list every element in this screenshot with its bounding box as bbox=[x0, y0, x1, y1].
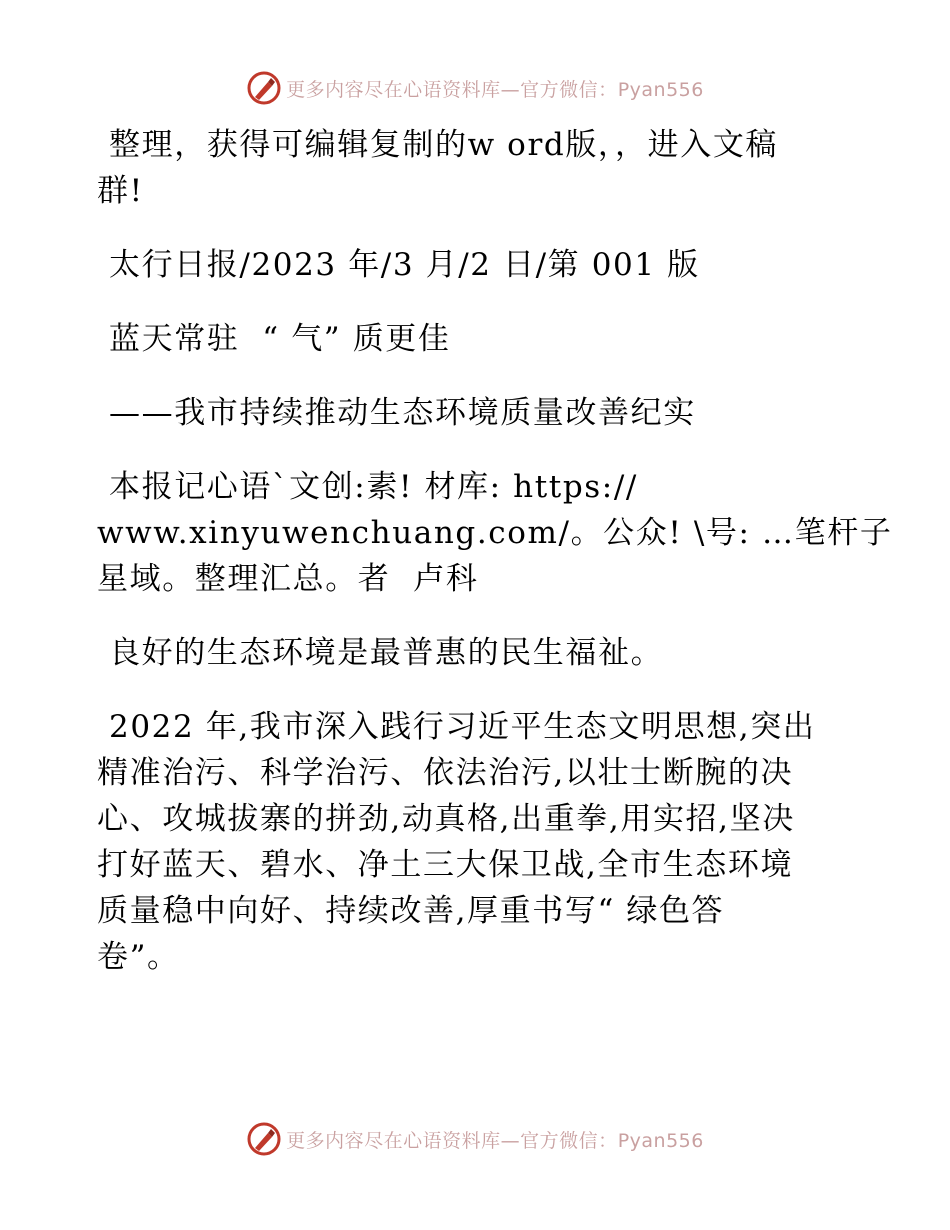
banner-text bbox=[286, 1126, 704, 1153]
banner-dash: — bbox=[500, 1129, 521, 1152]
paragraph-2-line-2: 精准治污、科学治污、依法治污,以壮士断腕的决 bbox=[97, 755, 794, 791]
paragraph-2-line-6: 卷”。 bbox=[97, 939, 180, 975]
banner-prefix: 更多内容尽在心语资料库 bbox=[286, 78, 501, 101]
headline: 蓝天常驻 “ 气” 质更佳 bbox=[109, 321, 451, 357]
source-line: 太行日报/2023 年/3 月/2 日/第 001 版 bbox=[109, 247, 700, 283]
banner-middle: 官方微信： bbox=[520, 1129, 618, 1152]
paragraph-2-line-1: 2022 年,我市深入践行习近平生态文明思想,突出 bbox=[109, 709, 816, 745]
banner-dash: — bbox=[500, 78, 521, 101]
byline-line-2: www.xinyuwenchuang.com/。公众! \号: …笔杆子 bbox=[97, 515, 893, 551]
header-banner bbox=[0, 70, 950, 106]
banner-prefix: 更多内容尽在心语资料库 bbox=[286, 1129, 501, 1152]
paragraph-2-line-4: 打好蓝天、碧水、净土三大保卫战,全市生态环境 bbox=[97, 847, 794, 883]
banner-handle: Pyan556 bbox=[617, 1129, 704, 1152]
intro-line-1: 整理，获得可编辑复制的w ord版，，进入文稿 bbox=[109, 127, 779, 163]
pen-logo-icon bbox=[246, 1121, 282, 1157]
footer-banner bbox=[0, 1121, 950, 1157]
paragraph-2-line-5: 质量稳中向好、持续改善,厚重书写“ 绿色答 bbox=[97, 893, 725, 929]
paragraph-1: 良好的生态环境是最普惠的民生福祉。 bbox=[109, 635, 664, 671]
pen-logo-icon bbox=[246, 70, 282, 106]
banner-text bbox=[286, 75, 704, 102]
byline-line-1: 本报记心语`文创:素! 材库: https:// bbox=[109, 469, 638, 505]
banner-middle: 官方微信： bbox=[520, 78, 618, 101]
intro-line-2: 群! bbox=[97, 173, 144, 209]
banner-handle: Pyan556 bbox=[617, 78, 704, 101]
subheadline: ——我市持续推动生态环境质量改善纪实 bbox=[109, 395, 696, 431]
paragraph-2-line-3: 心、攻城拔寨的拼劲,动真格,出重拳,用实招,坚决 bbox=[97, 801, 795, 837]
byline-line-3: 星域。整理汇总。者 卢科 bbox=[97, 561, 479, 597]
document-body bbox=[97, 122, 893, 980]
